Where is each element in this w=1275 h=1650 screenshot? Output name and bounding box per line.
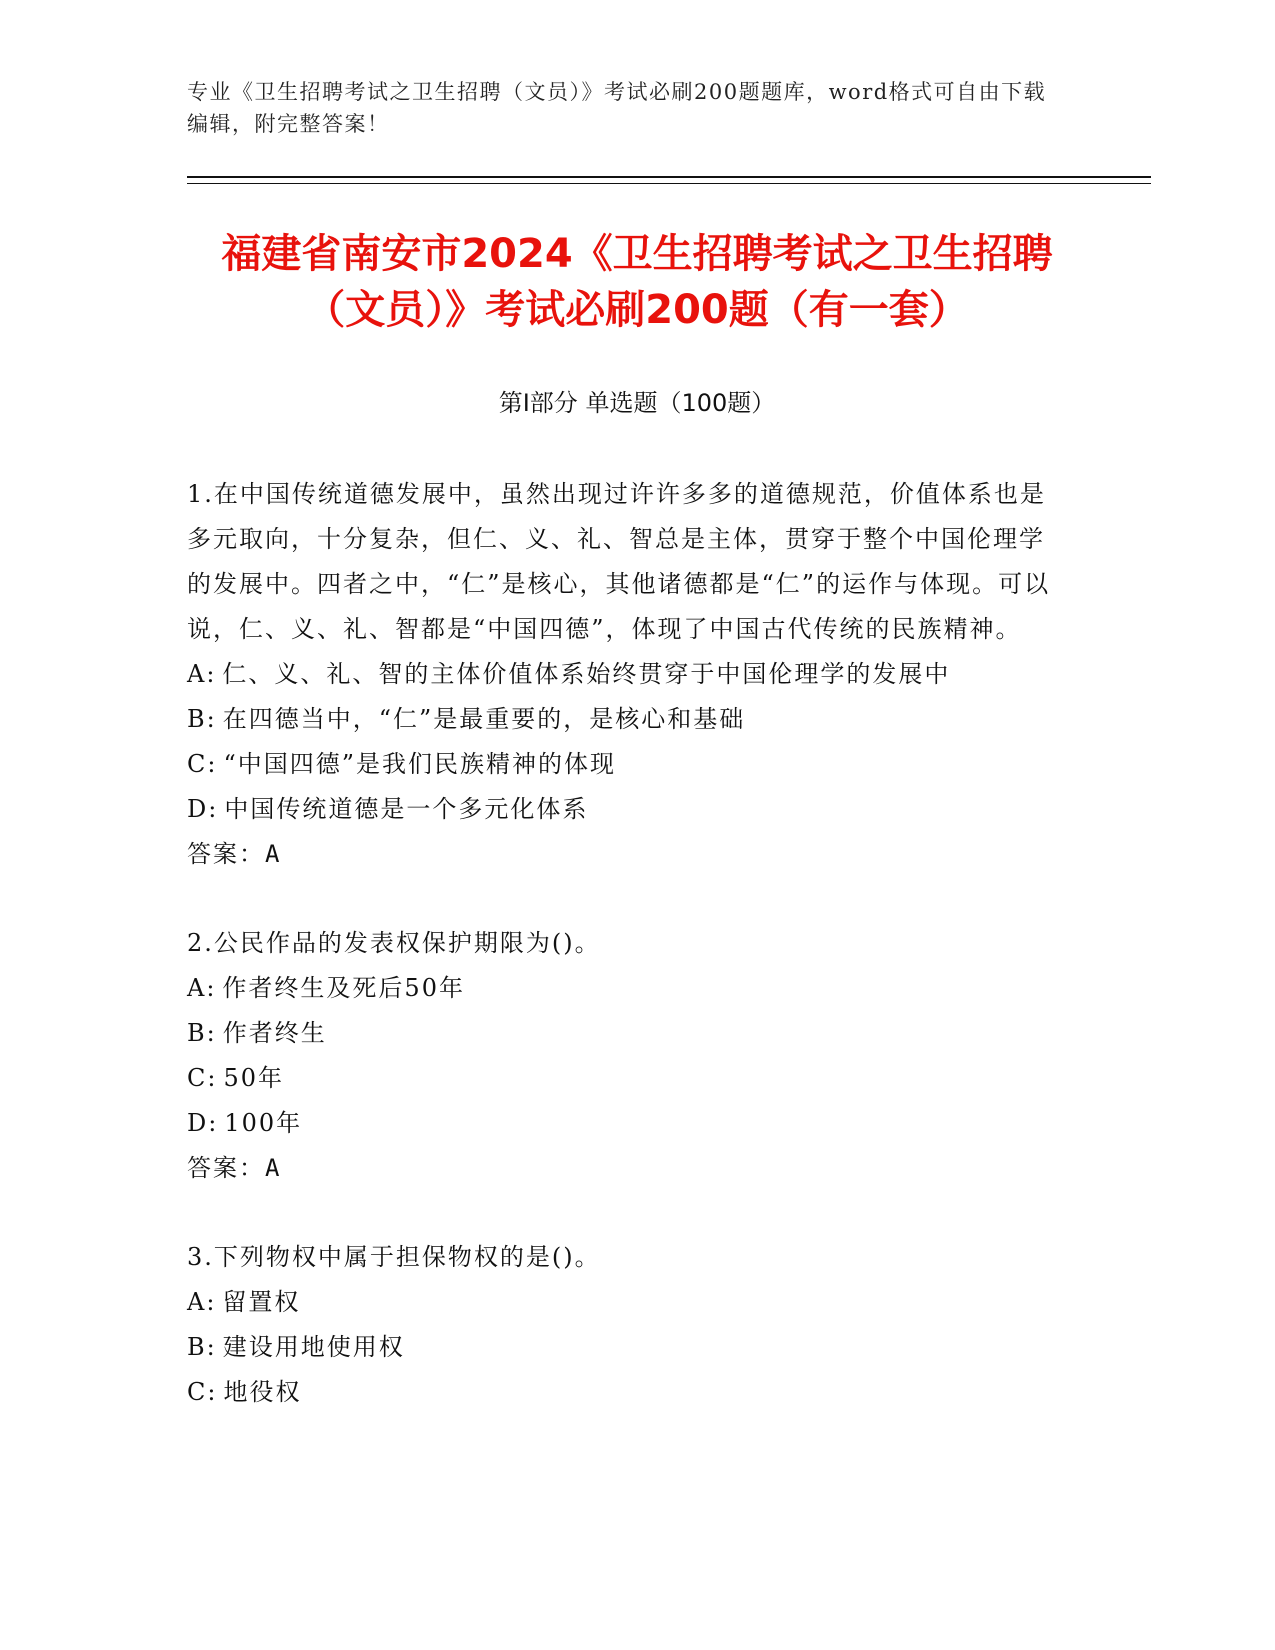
option-a	[187, 652, 1057, 697]
option-d	[187, 787, 1057, 832]
header-divider-thick	[187, 176, 1151, 178]
option-c	[187, 1370, 1057, 1415]
answer-label: 答案：	[187, 1154, 265, 1182]
option-text: 在四德当中，“仁”是最重要的，是核心和基础	[222, 705, 746, 733]
option-label: D:	[187, 795, 219, 823]
answer-label: 答案：	[187, 840, 265, 868]
option-text: 100年	[224, 1109, 303, 1137]
option-label: C:	[187, 1378, 218, 1406]
option-b	[187, 1325, 1057, 1370]
document-title: 福建省南安市2024《卫生招聘考试之卫生招聘（文员）》考试必刷200题（有一套）	[221, 231, 1053, 333]
option-text: 留置权	[222, 1288, 301, 1316]
option-text: “中国四德”是我们民族精神的体现	[223, 750, 616, 778]
answer-value: A	[265, 840, 282, 868]
question-stem: 1.在中国传统道德发展中，虽然出现过许许多多的道德规范，价值体系也是多元取向，十分复杂，但仁、义、礼、智总是主体，贯穿于整个中国伦理学的发展中。四者之中，“仁”是核心，其他诸德都是“仁”的运作与体现。可以说，仁、义、礼、智都是“中国四德”，体现了中国古代传统的民族精神。	[187, 480, 1051, 643]
option-label: A:	[187, 974, 217, 1002]
header-divider-thin	[187, 183, 1151, 184]
option-text: 仁、义、礼、智的主体价值体系始终贯穿于中国伦理学的发展中	[222, 660, 951, 688]
option-label: A:	[187, 1288, 217, 1316]
option-text: 中国传统道德是一个多元化体系	[224, 795, 589, 823]
option-c	[187, 1056, 1057, 1101]
question-3	[187, 1235, 1057, 1415]
option-label: B:	[187, 1019, 217, 1047]
section-heading: 第I部分 单选题（100题）	[498, 389, 776, 417]
answer-value: A	[265, 1154, 282, 1182]
option-d	[187, 1101, 1057, 1146]
option-label: B:	[187, 705, 217, 733]
option-text: 作者终生及死后50年	[222, 974, 465, 1002]
option-a	[187, 966, 1057, 1011]
option-text: 建设用地使用权	[222, 1333, 405, 1361]
question-2	[187, 921, 1057, 1191]
option-text: 50年	[223, 1064, 284, 1092]
option-text: 作者终生	[222, 1019, 327, 1047]
answer-line	[187, 1146, 1057, 1191]
question-stem: 2.公民作品的发表权保护期限为()。	[187, 929, 601, 957]
option-label: A:	[187, 660, 217, 688]
option-c	[187, 742, 1057, 787]
option-b	[187, 1011, 1057, 1056]
option-text: 地役权	[223, 1378, 302, 1406]
option-a	[187, 1280, 1057, 1325]
option-label: C:	[187, 750, 218, 778]
answer-line	[187, 832, 1057, 877]
option-label: D:	[187, 1109, 219, 1137]
option-label: B:	[187, 1333, 217, 1361]
question-stem: 3.下列物权中属于担保物权的是()。	[187, 1243, 601, 1271]
option-label: C:	[187, 1064, 218, 1092]
header-note: 专业《卫生招聘考试之卫生招聘（文员）》考试必刷200题题库，word格式可自由下载编辑，附完整答案！	[187, 80, 1047, 136]
question-list	[187, 472, 1057, 1459]
option-b	[187, 697, 1057, 742]
question-1	[187, 472, 1057, 877]
